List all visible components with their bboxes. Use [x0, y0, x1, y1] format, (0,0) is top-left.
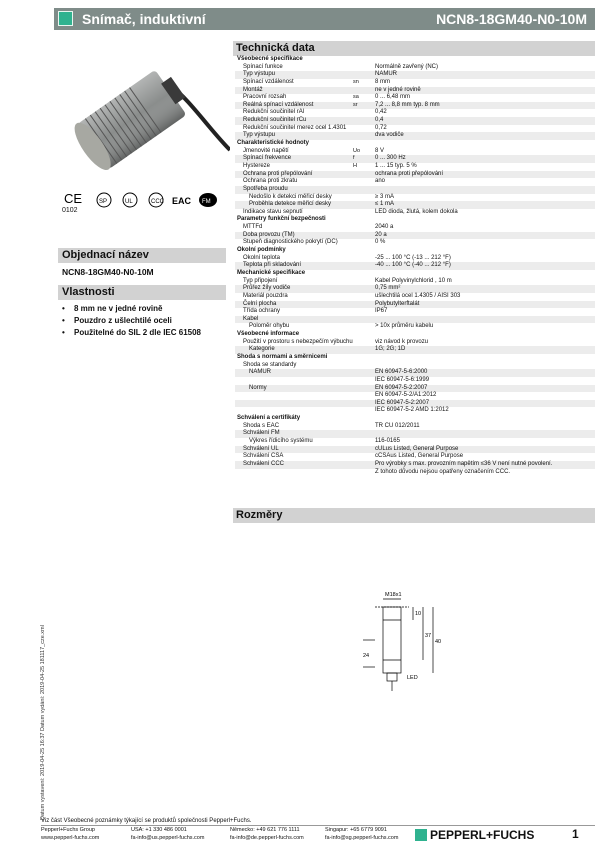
spec-label: MTTFd: [243, 224, 263, 231]
spec-label: Kabel: [243, 315, 259, 322]
spec-row: [235, 79, 595, 87]
spec-row: [235, 346, 595, 354]
spec-row: [235, 400, 595, 408]
spec-row: [235, 293, 595, 301]
spec-symbol: sr: [353, 101, 358, 108]
spec-label: Parametry funkční bezpečnosti: [237, 216, 326, 223]
spec-value: IEC 60947-5-6:1999: [375, 376, 430, 383]
spec-row: [235, 446, 595, 454]
order-heading: Objednací název: [58, 248, 226, 263]
spec-value: 0 ... 300 Hz: [375, 155, 406, 162]
spec-row: [235, 87, 595, 95]
spec-row: [235, 232, 595, 240]
footer-col-de: [230, 827, 304, 842]
spec-row: [235, 285, 595, 293]
certification-marks: [62, 190, 232, 220]
spec-row: [235, 323, 595, 331]
spec-label: Ochrana proti přepólování: [243, 170, 313, 177]
spec-value: IEC 60947-5-2:2007: [375, 399, 430, 406]
ccc-icon: [149, 193, 165, 207]
feature-item: • 8 mm ne v jedné rovině: [62, 303, 201, 315]
feature-item: • Pouzdro z ušlechtilé oceli: [62, 315, 201, 327]
spec-value: viz návod k provozu: [375, 338, 429, 345]
spec-value: Z tohoto důvodu nejsou opatřeny označením CCC.: [375, 468, 511, 475]
spec-label: Všeobecné informace: [237, 331, 300, 338]
footer-link[interactable]: www.pepperl-fuchs.com: [41, 834, 100, 841]
spec-label: Okolní podmínky: [237, 247, 286, 254]
footer-note: Viz část Všeobecné poznámky týkající se produktů společnosti Pepperl+Fuchs.: [41, 818, 252, 824]
spec-label: Všeobecné specifikace: [237, 56, 303, 62]
spec-label: Okolní teplota: [243, 254, 281, 261]
spec-row: [235, 469, 595, 477]
spec-value: 0 %: [375, 239, 386, 246]
drawing-dim-2: 37: [425, 633, 432, 639]
spec-label: Shoda se standardy: [243, 361, 297, 368]
spec-group-heading: [235, 270, 595, 278]
drawing-thread-label: M18x1: [385, 592, 402, 598]
spec-label: Shoda s EAC: [243, 422, 280, 429]
spec-label: Spínací frekvence: [243, 155, 292, 162]
spec-label: Indikace stavu sepnutí: [243, 208, 303, 215]
spec-symbol: sn: [353, 78, 359, 85]
spec-group-heading: [235, 140, 595, 148]
spec-label: Kategorie: [249, 346, 275, 353]
footer-text: Německo: +49 621 776 1111: [230, 827, 300, 833]
fm-approved-icon: [199, 193, 217, 207]
spec-label: Redukční součinitel rAl: [243, 109, 305, 116]
spec-row: [235, 125, 595, 133]
spec-value: ≥ 3 mA: [375, 193, 394, 200]
spec-label: Doba provozu (TM): [243, 231, 295, 238]
drawing-dim-1: 10: [415, 611, 422, 617]
spec-value: Kabel Polyvinylchlorid , 10 m: [375, 277, 452, 284]
footer-text: USA: +1 330 486 0001: [131, 827, 187, 833]
footer-col-group: [41, 827, 99, 842]
spec-row: [235, 71, 595, 79]
spec-value: -40 ... 100 °C (-40 ... 212 °F): [375, 262, 451, 269]
spec-row: [235, 308, 595, 316]
spec-row: [235, 461, 595, 469]
spec-row: [235, 339, 595, 347]
spec-value: 0,72: [375, 124, 387, 131]
spec-value: LED dioda, žlutá, kolem dokola: [375, 208, 458, 215]
spec-label: Schválení FM: [243, 430, 280, 437]
spec-value: TR CU 012/2011: [375, 422, 420, 429]
footer-text: Pepperl+Fuchs Group: [41, 827, 95, 833]
spec-label: Redukční součinitel rCu: [243, 117, 307, 124]
spec-label: Schválení UL: [243, 445, 279, 452]
spec-label: Ochrana proti zkratu: [243, 178, 298, 185]
spec-row: [235, 262, 595, 270]
footer-link[interactable]: fa-info@us.pepperl-fuchs.com: [131, 834, 205, 841]
spec-value: 1 ... 15 typ. 5 %: [375, 162, 417, 169]
spec-label: Teplota při skladování: [243, 262, 302, 269]
spec-label: Spínací funkce: [243, 63, 283, 70]
features-heading: Vlastnosti: [58, 285, 226, 300]
order-name: NCN8-18GM40-N0-10M: [62, 267, 154, 277]
spec-value: NAMUR: [375, 71, 397, 78]
spec-label: Schválení CSA: [243, 453, 284, 460]
footer-divider: [41, 825, 595, 826]
spec-symbol: sa: [353, 94, 359, 101]
side-issue-text: Datum vystavení: 2019-04-25 16:37 Datum vydání: 2019-04-25 181117_cze.xml: [40, 625, 46, 820]
spec-label: Redukční součinitel rnerez ocel 1.4301: [243, 124, 347, 131]
page-title: Snímač, induktivní: [82, 11, 206, 27]
dimension-drawing: [345, 585, 445, 695]
spec-value: Pro výrobky s max. provozním napětím ≤36 V není nutné povolení.: [375, 460, 553, 467]
spec-value: ano: [375, 178, 386, 185]
footer-text: Singapur: +65 6779 9091: [325, 827, 387, 833]
spec-row: [235, 392, 595, 400]
spec-label: Čelní plocha: [243, 300, 277, 307]
spec-row: [235, 102, 595, 110]
spec-row: [235, 255, 595, 263]
spec-label: Typ výstupu: [243, 132, 276, 139]
spec-symbol: f: [353, 155, 355, 162]
spec-label: Průřez žíly vodiče: [243, 285, 291, 292]
spec-value: ušlechtilá ocel 1.4305 / AISI 303: [375, 292, 461, 299]
drawing-led-label: LED: [407, 675, 418, 681]
feature-item: • Použitelné do SIL 2 dle IEC 61508: [62, 327, 201, 339]
svg-text:UL: UL: [125, 199, 133, 205]
spec-value: 0 ... 6,48 mm: [375, 94, 411, 101]
spec-row: [235, 438, 595, 446]
spec-value: IEC 60947-5-2 AMD 1:2012: [375, 407, 449, 414]
spec-row: [235, 224, 595, 232]
dimensions-heading: Rozměry: [233, 508, 595, 523]
spec-value: ne v jedné rovině: [375, 86, 421, 93]
spec-label: Nedošlo k detekci měřicí desky: [249, 193, 332, 200]
spec-label: Schválení a certifikáty: [237, 415, 301, 422]
spec-row: [235, 453, 595, 461]
spec-value: 2040 a: [375, 224, 394, 231]
csa-icon: [97, 193, 111, 207]
header-bar: [54, 8, 595, 30]
spec-label: Normy: [249, 384, 267, 391]
spec-label: Použití v prostoru s nebezpečím výbuchu: [243, 338, 353, 345]
svg-text:CCC: CCC: [151, 199, 164, 205]
spec-group-heading: [235, 415, 595, 423]
spec-label: Jmenovité napětí: [243, 147, 289, 154]
spec-label: Reálná spínací vzdálenost: [243, 101, 314, 108]
spec-row: [235, 407, 595, 415]
ul-icon: [123, 193, 137, 207]
spec-label: Shoda s normami a směrnicemi: [237, 353, 328, 360]
features-list: [62, 303, 201, 339]
spec-group-heading: [235, 216, 595, 224]
spec-row: [235, 132, 595, 140]
spec-label: Spotřeba proudu: [243, 185, 288, 192]
technical-data-heading: Technická data: [233, 41, 595, 56]
spec-label: Typ připojení: [243, 277, 278, 284]
spec-value: cULus Listed, General Purpose: [375, 445, 459, 452]
spec-row: [235, 430, 595, 438]
spec-label: Výkres řídicího systému: [249, 438, 313, 445]
spec-value: 8 V: [375, 147, 385, 154]
spec-group-heading: [235, 56, 595, 64]
spec-row: [235, 64, 595, 72]
spec-value: 20 a: [375, 231, 387, 238]
spec-value: 0,42: [375, 109, 387, 116]
svg-text:CE: CE: [64, 191, 83, 206]
spec-row: [235, 155, 595, 163]
spec-label: Mechanické specifikace: [237, 269, 306, 276]
spec-value: 0,4: [375, 117, 384, 124]
spec-label: Typ výstupu: [243, 71, 276, 78]
header-logo-box: [58, 11, 73, 26]
spec-value: ≤ 1 mA: [375, 201, 394, 208]
spec-symbol: Uo: [353, 147, 361, 154]
spec-row: [235, 148, 595, 156]
product-photo: [60, 40, 230, 190]
spec-value: Normálně zavřený (NC): [375, 63, 439, 70]
spec-label: Třída ochrany: [243, 308, 281, 315]
spec-row: [235, 171, 595, 179]
spec-value: EN 60947-5-2:2007: [375, 384, 428, 391]
spec-label: Charakteristické hodnoty: [237, 140, 310, 147]
spec-row: [235, 377, 595, 385]
spec-row: [235, 385, 595, 393]
spec-label: Proběhla detekce měřicí desky: [249, 201, 332, 208]
spec-label: NAMUR: [249, 369, 271, 376]
spec-row: [235, 94, 595, 102]
spec-label: Spínací vzdálenost: [243, 78, 294, 85]
spec-value: -25 ... 100 °C (-13 ... 212 °F): [375, 254, 451, 261]
spec-row: [235, 209, 595, 217]
footer-col-sg: [325, 827, 398, 842]
page-number: 1: [572, 827, 579, 841]
footer-col-usa: [131, 827, 204, 842]
spec-row: [235, 239, 595, 247]
svg-text:EAC: EAC: [172, 196, 192, 206]
spec-label: Materiál pouzdra: [243, 292, 288, 299]
spec-row: [235, 163, 595, 171]
eac-icon: [172, 196, 192, 206]
model-number: NCN8-18GM40-N0-10M: [436, 11, 587, 27]
footer-link[interactable]: fa-info@de.pepperl-fuchs.com: [230, 834, 304, 841]
spec-value: Polybutylterftalát: [375, 300, 420, 307]
spec-row: [235, 369, 595, 377]
spec-label: Montáž: [243, 86, 263, 93]
drawing-dim-4: 24: [363, 653, 370, 659]
spec-row: [235, 186, 595, 194]
spec-row: [235, 178, 595, 186]
spec-value: 8 mm: [375, 78, 390, 85]
spec-value: IP67: [375, 308, 388, 315]
svg-text:SP: SP: [99, 199, 108, 205]
spec-label: Schválení CCC: [243, 460, 285, 467]
brand-name: PEPPERL+FUCHS: [430, 828, 535, 842]
spec-value: dva vodiče: [375, 132, 404, 139]
spec-row: [235, 109, 595, 117]
ce-code: 0102: [62, 207, 78, 214]
spec-row: [235, 194, 595, 202]
spec-row: [235, 201, 595, 209]
spec-row: [235, 362, 595, 370]
spec-label: Stupeň diagnostického pokrytí (DC): [243, 239, 338, 246]
spec-row: [235, 301, 595, 309]
spec-group-heading: [235, 247, 595, 255]
technical-data-table: [235, 56, 595, 476]
spec-label: Hystereze: [243, 162, 271, 169]
spec-value: 1G; 2G; 1D: [375, 346, 406, 353]
spec-value: cCSAus Listed, General Purpose: [375, 453, 464, 460]
spec-value: EN 60947-5-6:2000: [375, 369, 428, 376]
spec-value: 116-0165: [375, 438, 400, 445]
spec-group-heading: [235, 354, 595, 362]
spec-value: > 10x průměru kabelu: [375, 323, 434, 330]
spec-value: ochrana proti přepólování: [375, 170, 444, 177]
spec-row: [235, 423, 595, 431]
spec-symbol: H: [353, 162, 357, 169]
spec-group-heading: [235, 331, 595, 339]
spec-row: [235, 117, 595, 125]
spec-label: Pracovní rozsah: [243, 94, 287, 101]
spec-value: 0,75 mm²: [375, 285, 401, 292]
drawing-dim-3: 40: [435, 639, 442, 645]
spec-value: EN 60947-5-2/A1:2012: [375, 392, 437, 399]
footer-link[interactable]: fa-info@sg.pepperl-fuchs.com: [325, 834, 399, 841]
spec-value: 7,2 ... 8,8 mm typ. 8 mm: [375, 101, 440, 108]
ce-mark-icon: [64, 191, 82, 206]
spec-label: Poloměr ohybu: [249, 323, 290, 330]
brand-logo-icon: [415, 829, 427, 841]
svg-text:FM: FM: [202, 199, 211, 205]
